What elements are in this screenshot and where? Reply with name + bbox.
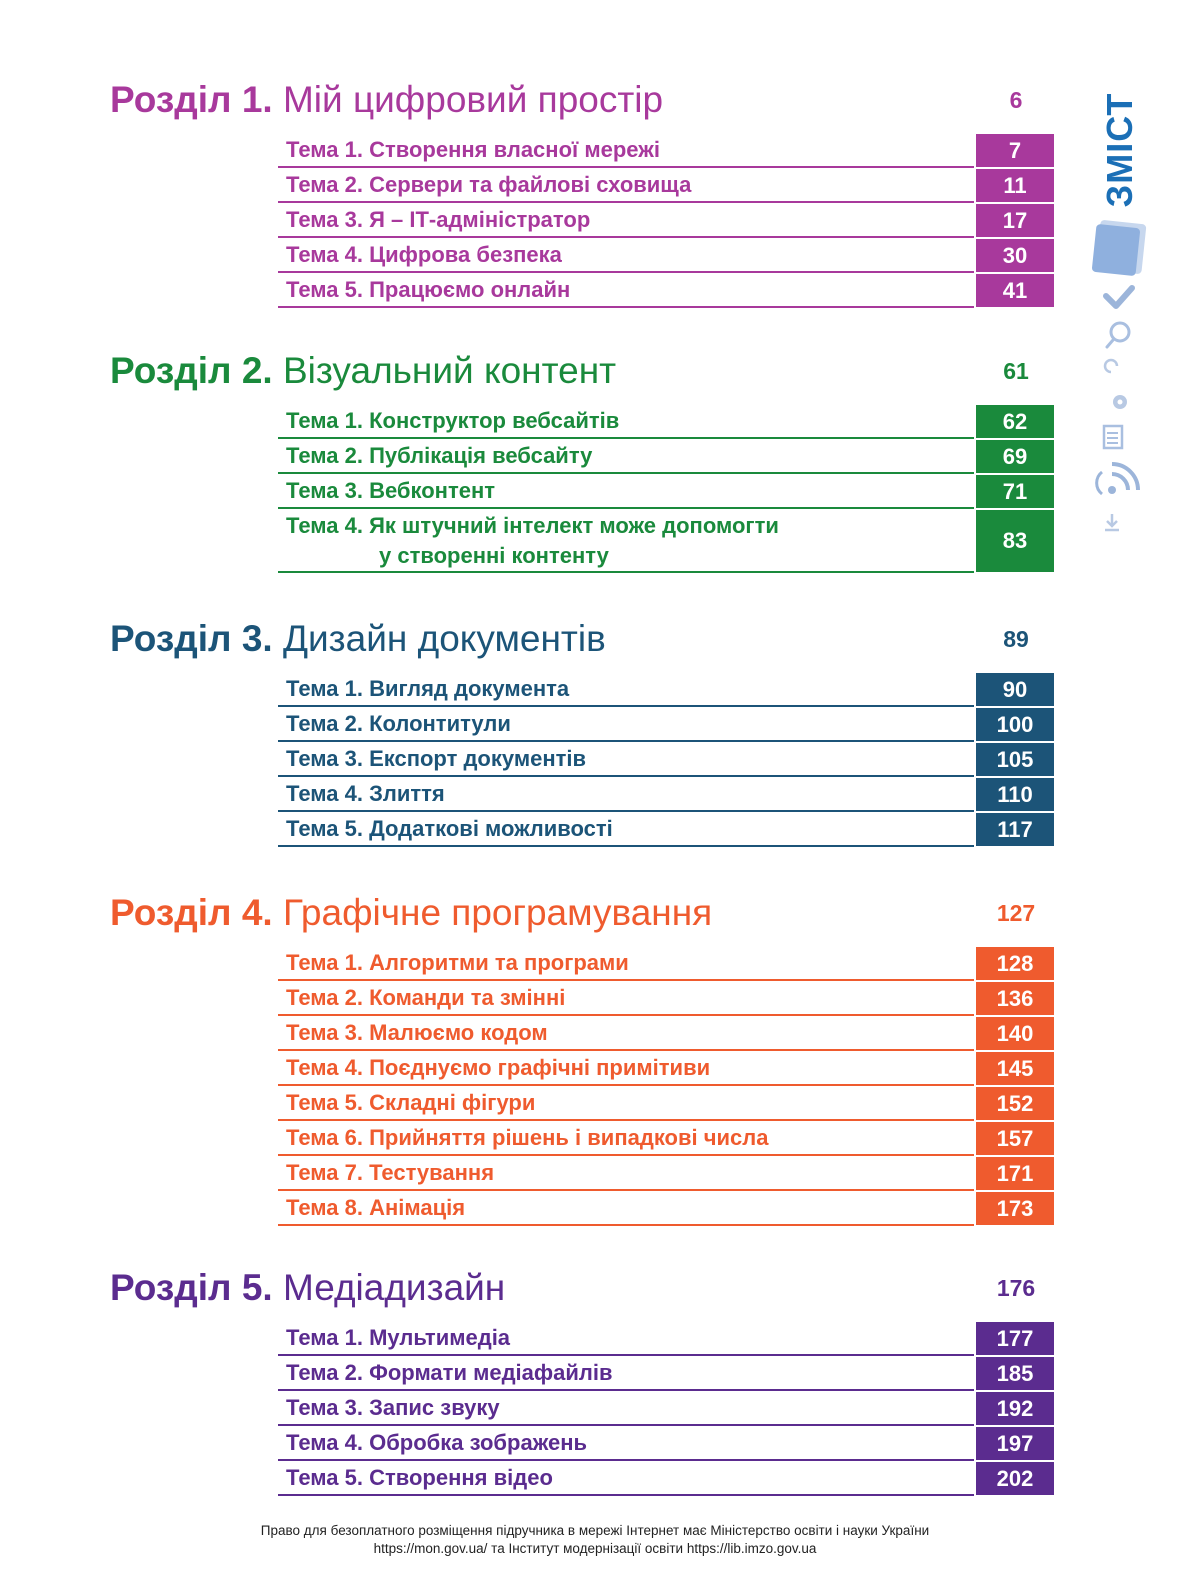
- topic-label: Тема 3. Запис звуку: [286, 1395, 500, 1420]
- topic-page-number: 177: [976, 1322, 1054, 1355]
- topic-row[interactable]: [278, 1087, 1054, 1122]
- topic-label: Тема 5. Працюємо онлайн: [286, 277, 571, 302]
- topic-page-number: 157: [976, 1122, 1054, 1155]
- topic-label: Тема 4. Обробка зображень: [286, 1430, 588, 1455]
- topic-label: Тема 6. Прийняття рішень і випадкові числа: [286, 1125, 769, 1150]
- topic-underline: [278, 775, 974, 777]
- search-icon: [1107, 323, 1129, 347]
- topic-label: Тема 5. Створення відео: [286, 1465, 553, 1490]
- sidebar: [1090, 70, 1150, 550]
- gear-icon: [1113, 395, 1127, 409]
- topic-row[interactable]: [278, 274, 1054, 309]
- section-title[interactable]: Розділ 1. Мій цифровий простір: [110, 79, 664, 120]
- topic-row[interactable]: [278, 982, 1054, 1017]
- topic-list: [278, 947, 1054, 1227]
- topic-underline: [278, 845, 974, 847]
- section-title[interactable]: Розділ 2. Візуальний контент: [110, 350, 617, 391]
- topic-row[interactable]: [278, 1157, 1054, 1192]
- topic-underline: [278, 271, 974, 273]
- topic-underline: [278, 1224, 974, 1226]
- topic-underline: [278, 1189, 974, 1191]
- topic-row[interactable]: [278, 1192, 1054, 1227]
- topic-label: Тема 1. Мультимедіа: [286, 1325, 511, 1350]
- check-icon: [1106, 288, 1132, 306]
- topic-row[interactable]: [278, 204, 1054, 239]
- topic-page-number: 171: [976, 1157, 1054, 1190]
- topic-row[interactable]: [278, 239, 1054, 274]
- topic-underline: [278, 166, 974, 168]
- topic-underline: [278, 201, 974, 203]
- topic-underline: [278, 437, 974, 439]
- topic-label: Тема 5. Складні фігури: [286, 1090, 536, 1115]
- topic-row[interactable]: [278, 743, 1054, 778]
- section-page-number: 6: [1009, 87, 1023, 113]
- topic-label-line-2: у створенні контенту: [379, 543, 609, 568]
- topic-row[interactable]: [278, 947, 1054, 982]
- topic-underline: [278, 1154, 974, 1156]
- topic-page-number: 71: [976, 475, 1054, 508]
- topic-row[interactable]: [278, 1052, 1054, 1087]
- topic-underline: [278, 1084, 974, 1086]
- topic-label: Тема 2. Публікація вебсайту: [286, 443, 593, 468]
- topic-underline: [278, 236, 974, 238]
- topic-underline: [278, 306, 974, 308]
- topic-row[interactable]: [278, 169, 1054, 204]
- topic-page-number: 192: [976, 1392, 1054, 1425]
- topic-label: Тема 1. Конструктор вебсайтів: [286, 408, 620, 433]
- topic-page-number: 105: [976, 743, 1054, 776]
- section-page-number: 176: [996, 1275, 1036, 1301]
- topic-row[interactable]: [278, 1322, 1054, 1357]
- topic-row[interactable]: [278, 813, 1054, 848]
- topic-label: Тема 1. Створення власної мережі: [286, 137, 660, 162]
- topic-label: Тема 2. Формати медіафайлів: [286, 1360, 613, 1385]
- topic-list: [278, 1322, 1054, 1497]
- topic-underline: [278, 507, 974, 509]
- topic-underline: [278, 1459, 974, 1461]
- topic-list: [278, 673, 1054, 848]
- topic-label: Тема 3. Малюємо кодом: [286, 1020, 548, 1045]
- topic-label: Тема 4. Поєднуємо графічні примітиви: [286, 1055, 711, 1080]
- topic-underline: [278, 1424, 974, 1426]
- topic-page-number: 11: [976, 169, 1054, 202]
- topic-underline: [278, 1119, 974, 1121]
- topic-page-number: 17: [976, 204, 1054, 237]
- topic-underline: [278, 1354, 974, 1356]
- topic-underline: [278, 1389, 974, 1391]
- topic-label: Тема 8. Анімація: [286, 1195, 466, 1220]
- topic-row[interactable]: [278, 1017, 1054, 1052]
- topic-page-number: 152: [976, 1087, 1054, 1120]
- topic-page-number: 145: [976, 1052, 1054, 1085]
- section-heading: [110, 76, 1070, 124]
- sidebar-title: ЗМІСТ: [1099, 92, 1140, 208]
- topic-page-number: 185: [976, 1357, 1054, 1390]
- topic-page-number: 30: [976, 239, 1054, 272]
- book-icon: [1092, 220, 1147, 276]
- topic-underline: [278, 472, 974, 474]
- topic-underline: [278, 1049, 974, 1051]
- topic-row[interactable]: [278, 673, 1054, 708]
- topic-label: [286, 510, 779, 570]
- wifi-icon: [1097, 464, 1138, 494]
- topic-label: Тема 3. Вебконтент: [286, 478, 496, 503]
- section-page-number: 89: [1003, 626, 1029, 652]
- topic-page-number: 128: [976, 947, 1054, 980]
- topic-label: Тема 2. Команди та змінні: [286, 985, 566, 1010]
- topic-page-number: 140: [976, 1017, 1054, 1050]
- topic-label-line-1: Тема 4. Як штучний інтелект може допомогти: [286, 513, 779, 538]
- topic-underline: [278, 1014, 974, 1016]
- topic-underline: [278, 979, 974, 981]
- topic-underline: [278, 740, 974, 742]
- topic-page-number: 173: [976, 1192, 1054, 1225]
- topic-page-number: 100: [976, 708, 1054, 741]
- section-heading: [110, 347, 1070, 395]
- topic-label: Тема 1. Вигляд документа: [286, 676, 570, 701]
- footer-line-2[interactable]: https://mon.gov.ua/ та Інститут модернізації освіти https://lib.imzo.gov.ua: [373, 1541, 817, 1556]
- topic-row[interactable]: [278, 1427, 1054, 1462]
- topic-page-number: 136: [976, 982, 1054, 1015]
- topic-list: [278, 134, 1054, 309]
- topic-page-number: 69: [976, 440, 1054, 473]
- topic-page-number: 197: [976, 1427, 1054, 1460]
- topic-page-number: 41: [976, 274, 1054, 307]
- topic-row[interactable]: [278, 475, 1054, 510]
- topic-label: Тема 2. Сервери та файлові сховища: [286, 172, 692, 197]
- topic-row[interactable]: [278, 1462, 1054, 1497]
- topic-page-number: 90: [976, 673, 1054, 706]
- topic-underline: [278, 705, 974, 707]
- topic-page-number: 202: [976, 1462, 1054, 1495]
- topic-page-number: 117: [976, 813, 1054, 846]
- section-title[interactable]: Розділ 5. Медіадизайн: [110, 1267, 506, 1308]
- section-title[interactable]: Розділ 3. Дизайн документів: [110, 618, 606, 659]
- topic-row[interactable]: [278, 134, 1054, 169]
- topic-page-number: 62: [976, 405, 1054, 438]
- topic-row[interactable]: [278, 510, 1054, 574]
- topic-row[interactable]: [278, 1392, 1054, 1427]
- topic-label: Тема 2. Колонтитули: [286, 711, 511, 736]
- topic-label: Тема 4. Цифрова безпека: [286, 242, 562, 267]
- topic-label: Тема 3. Експорт документів: [286, 746, 587, 771]
- topic-page-number: 83: [976, 510, 1054, 572]
- topic-row[interactable]: [278, 1357, 1054, 1392]
- section-heading: [110, 615, 1070, 663]
- topic-row[interactable]: [278, 708, 1054, 743]
- topic-underline: [278, 1494, 974, 1496]
- topic-label: Тема 4. Злиття: [286, 781, 445, 806]
- footer-line-1: Право для безоплатного розміщення підручника в мережі Інтернет має Міністерство освіти і науки України: [260, 1523, 930, 1538]
- topic-page-number: 110: [976, 778, 1054, 811]
- topic-label: Тема 3. Я – ІТ-адміністратор: [286, 207, 591, 232]
- topic-list: [278, 405, 1054, 574]
- footer: [0, 1522, 1190, 1558]
- refresh-icon: [1105, 360, 1117, 372]
- topic-row[interactable]: [278, 405, 1054, 440]
- sidebar-icons: [1090, 70, 1150, 550]
- section-heading: [110, 1264, 1070, 1312]
- topic-page-number: 7: [976, 134, 1054, 167]
- topic-label: Тема 7. Тестування: [286, 1160, 495, 1185]
- topic-row[interactable]: [278, 1122, 1054, 1157]
- topic-row[interactable]: [278, 778, 1054, 813]
- topic-label: Тема 5. Додаткові можливості: [286, 816, 613, 841]
- topic-label: Тема 1. Алгоритми та програми: [286, 950, 629, 975]
- section-page-number: 61: [1003, 358, 1029, 384]
- topic-row[interactable]: [278, 440, 1054, 475]
- section-page-number: 127: [996, 900, 1036, 926]
- section-title[interactable]: Розділ 4. Графічне програмування: [110, 892, 713, 933]
- document-icon: [1104, 426, 1122, 448]
- download-icon: [1105, 514, 1119, 530]
- section-heading: [110, 889, 1070, 937]
- topic-underline: [278, 571, 974, 573]
- topic-underline: [278, 810, 974, 812]
